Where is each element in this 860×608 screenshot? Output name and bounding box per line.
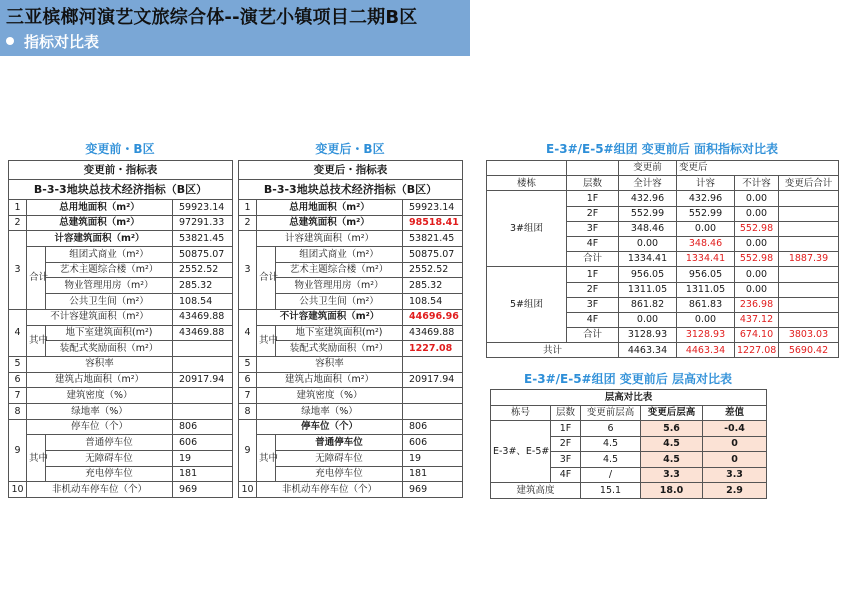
value-cell: 0.00	[619, 236, 677, 251]
header-no: 栋号	[491, 405, 551, 421]
row-value: 606	[173, 435, 233, 451]
row-value: 43469.88	[173, 309, 233, 325]
value-cell: 437.12	[735, 312, 779, 327]
row-number: 7	[9, 388, 27, 404]
header-floor: 层数	[567, 176, 619, 191]
value-cell: 348.46	[619, 221, 677, 236]
value-cell: 3128.93	[619, 328, 677, 343]
floor-cell: 2F	[567, 206, 619, 221]
value-cell: 348.46	[677, 236, 735, 251]
value-cell: 1227.08	[735, 343, 779, 358]
page-title: 三亚槟榔河演艺文旅综合体--演艺小镇项目二期B区	[6, 7, 418, 28]
group-label: 其中	[27, 325, 46, 356]
row-value: 53821.45	[173, 231, 233, 247]
row-value	[403, 356, 463, 372]
row-label: 公共卫生间（m²）	[46, 294, 173, 310]
value-cell: 674.10	[735, 328, 779, 343]
value-cell: 0.00	[677, 221, 735, 236]
row-number: 4	[9, 309, 27, 356]
row-number: 1	[9, 200, 27, 216]
value-cell	[779, 236, 839, 251]
value-cell: 552.98	[735, 221, 779, 236]
floor-cell: 3F	[567, 221, 619, 236]
floor-cell: 合计	[567, 328, 619, 343]
header-banner	[0, 0, 470, 56]
value-cell: 5690.42	[779, 343, 839, 358]
row-label: 建筑密度（%）	[257, 388, 403, 404]
value-cell: 956.05	[677, 267, 735, 282]
value-cell: 3803.03	[779, 328, 839, 343]
value-cell: 4.5	[641, 452, 703, 468]
row-value: 806	[173, 419, 233, 435]
value-cell	[779, 297, 839, 312]
blank-cell	[567, 161, 619, 176]
header-before: 变更前层高	[581, 405, 641, 421]
value-cell: 0.00	[677, 312, 735, 327]
value-cell: 2.9	[703, 483, 767, 499]
row-value: 50875.07	[403, 247, 463, 263]
floor-cell: 1F	[567, 267, 619, 282]
row-number: 10	[9, 482, 27, 498]
bullet-icon	[6, 37, 14, 45]
area-section-title: E-3#/E-5#组团 变更前后 面积指标对比表	[546, 142, 778, 156]
row-value: 19	[403, 451, 463, 467]
row-label: 物业管理用房（m²）	[276, 278, 403, 294]
value-cell: 1887.39	[779, 252, 839, 267]
row-value: 59923.14	[173, 200, 233, 216]
group-name: E-3#、E-5#	[491, 421, 551, 483]
row-label: 充电停车位	[46, 466, 173, 482]
before-index-table	[8, 160, 233, 498]
group-label: 其中	[257, 435, 276, 482]
after-table-subtitle: B-3-3地块总技术经济指标（B区）	[239, 180, 463, 200]
after-section-title: 变更后・B区	[315, 142, 385, 156]
value-cell: 1311.05	[619, 282, 677, 297]
row-number: 10	[239, 482, 257, 498]
floor-cell: 3F	[551, 452, 581, 468]
value-cell: 1334.41	[619, 252, 677, 267]
floor-cell: 2F	[567, 282, 619, 297]
row-value: 108.54	[403, 294, 463, 310]
row-value: 43469.88	[403, 325, 463, 341]
header-after-total: 变更后合计	[779, 176, 839, 191]
header-after: 变更后层高	[641, 405, 703, 421]
row-label: 计容建筑面积（m²）	[27, 231, 173, 247]
row-value: 44696.96	[403, 309, 463, 325]
value-cell	[779, 282, 839, 297]
header-after: 变更后	[677, 161, 839, 176]
row-value: 108.54	[173, 294, 233, 310]
row-number: 2	[239, 215, 257, 231]
row-number: 3	[239, 231, 257, 309]
row-value: 59923.14	[403, 200, 463, 216]
header-floor: 层数	[551, 405, 581, 421]
header-diff: 差值	[703, 405, 767, 421]
value-cell: 552.98	[735, 252, 779, 267]
row-label: 建筑占地面积（m²）	[257, 372, 403, 388]
value-cell	[779, 267, 839, 282]
value-cell: 0.00	[735, 191, 779, 206]
value-cell: 3.3	[641, 467, 703, 483]
value-cell: 236.98	[735, 297, 779, 312]
row-value: 181	[173, 466, 233, 482]
row-label: 停车位（个）	[257, 419, 403, 435]
row-number: 8	[239, 403, 257, 419]
row-value	[173, 356, 233, 372]
value-cell: 4463.34	[677, 343, 735, 358]
row-label: 无障碍车位	[46, 451, 173, 467]
value-cell: 956.05	[619, 267, 677, 282]
row-value: 1227.08	[403, 341, 463, 357]
value-cell: 0	[703, 452, 767, 468]
row-number: 7	[239, 388, 257, 404]
row-label: 不计容建筑面积（m²）	[27, 309, 173, 325]
row-label: 公共卫生间（m²）	[276, 294, 403, 310]
value-cell: 5.6	[641, 421, 703, 437]
value-cell: 861.82	[619, 297, 677, 312]
floor-section-title: E-3#/E-5#组团 变更前后 层高对比表	[524, 372, 732, 386]
row-label: 容积率	[257, 356, 403, 372]
row-value	[403, 403, 463, 419]
floor-table-title: 层高对比表	[491, 390, 767, 406]
row-number: 5	[239, 356, 257, 372]
row-value	[173, 388, 233, 404]
row-value: 2552.52	[403, 262, 463, 278]
row-label: 不计容建筑面积（m²）	[257, 309, 403, 325]
row-label: 建筑占地面积（m²）	[27, 372, 173, 388]
value-cell: 432.96	[619, 191, 677, 206]
group-label: 合计	[27, 247, 46, 310]
row-value: 50875.07	[173, 247, 233, 263]
value-cell: /	[581, 467, 641, 483]
value-cell: 0.00	[735, 236, 779, 251]
floor-cell: 合计	[567, 252, 619, 267]
page-subtitle-text: 指标对比表	[24, 33, 100, 51]
value-cell	[779, 221, 839, 236]
row-label: 计容建筑面积（m²）	[257, 231, 403, 247]
value-cell: 4463.34	[619, 343, 677, 358]
row-value: 969	[403, 482, 463, 498]
row-label: 组团式商业（m²）	[46, 247, 173, 263]
row-label: 普通停车位	[46, 435, 173, 451]
blank-cell	[487, 161, 567, 176]
row-value: 181	[403, 466, 463, 482]
value-cell: 3.3	[703, 467, 767, 483]
header-building: 楼栋	[487, 176, 567, 191]
value-cell	[779, 191, 839, 206]
row-value	[173, 403, 233, 419]
value-cell: 552.99	[619, 206, 677, 221]
value-cell: 0	[703, 436, 767, 452]
floor-cell: 2F	[551, 436, 581, 452]
after-table-title: 变更后・指标表	[239, 161, 463, 180]
value-cell: 6	[581, 421, 641, 437]
value-cell	[779, 312, 839, 327]
row-value: 285.32	[173, 278, 233, 294]
row-value: 43469.88	[173, 325, 233, 341]
row-number: 9	[9, 419, 27, 482]
row-label: 装配式奖励面积（m²）	[276, 341, 403, 357]
value-cell: 552.99	[677, 206, 735, 221]
row-label: 普通停车位	[276, 435, 403, 451]
row-label: 总用地面积（m²）	[27, 200, 173, 216]
row-label: 总建筑面积（m²）	[257, 215, 403, 231]
row-value: 19	[173, 451, 233, 467]
row-label: 总建筑面积（m²）	[27, 215, 173, 231]
value-cell: 1311.05	[677, 282, 735, 297]
group-name: 3#组团	[487, 191, 567, 267]
floor-cell: 4F	[567, 312, 619, 327]
value-cell: 3128.93	[677, 328, 735, 343]
after-index-table	[238, 160, 463, 498]
value-cell: -0.4	[703, 421, 767, 437]
row-number: 1	[239, 200, 257, 216]
row-label: 绿地率（%）	[27, 403, 173, 419]
floor-cell: 4F	[551, 467, 581, 483]
row-label: 艺术主题综合楼（m²）	[276, 262, 403, 278]
row-label: 停车位（个）	[27, 419, 173, 435]
floor-cell: 4F	[567, 236, 619, 251]
row-number: 9	[239, 419, 257, 482]
row-label: 总用地面积（m²）	[257, 200, 403, 216]
value-cell: 4.5	[641, 436, 703, 452]
value-cell: 0.00	[735, 206, 779, 221]
row-label: 装配式奖励面积（m²）	[46, 341, 173, 357]
row-label: 建筑密度（%）	[27, 388, 173, 404]
row-value: 606	[403, 435, 463, 451]
row-label: 地下室建筑面积(m²)	[276, 325, 403, 341]
row-value: 969	[173, 482, 233, 498]
value-cell: 0.00	[735, 267, 779, 282]
value-cell: 861.83	[677, 297, 735, 312]
page-subtitle	[6, 31, 99, 52]
row-value: 2552.52	[173, 262, 233, 278]
group-label: 合计	[257, 247, 276, 310]
floor-height-table	[490, 389, 767, 499]
before-section-title: 变更前・B区	[85, 142, 155, 156]
value-cell: 4.5	[581, 452, 641, 468]
row-number: 3	[9, 231, 27, 309]
row-value: 285.32	[403, 278, 463, 294]
row-number: 4	[239, 309, 257, 356]
building-height-label: 建筑高度	[491, 483, 581, 499]
row-label: 容积率	[27, 356, 173, 372]
value-cell: 0.00	[619, 312, 677, 327]
row-label: 无障碍车位	[276, 451, 403, 467]
row-value: 20917.94	[403, 372, 463, 388]
before-table-title: 变更前・指标表	[9, 161, 233, 180]
header-total-counted: 全计容	[619, 176, 677, 191]
row-number: 6	[9, 372, 27, 388]
floor-cell: 1F	[567, 191, 619, 206]
row-label: 组团式商业（m²）	[276, 247, 403, 263]
row-label: 物业管理用房（m²）	[46, 278, 173, 294]
group-name: 5#组团	[487, 267, 567, 343]
value-cell: 1334.41	[677, 252, 735, 267]
floor-cell: 3F	[567, 297, 619, 312]
row-number: 2	[9, 215, 27, 231]
row-number: 8	[9, 403, 27, 419]
before-table-subtitle: B-3-3地块总技术经济指标（B区）	[9, 180, 233, 200]
value-cell: 15.1	[581, 483, 641, 499]
row-number: 5	[9, 356, 27, 372]
row-number: 6	[239, 372, 257, 388]
value-cell: 0.00	[735, 282, 779, 297]
group-label: 其中	[27, 435, 46, 482]
value-cell: 4.5	[581, 436, 641, 452]
row-label: 地下室建筑面积(m²)	[46, 325, 173, 341]
value-cell	[779, 206, 839, 221]
value-cell: 18.0	[641, 483, 703, 499]
row-value: 20917.94	[173, 372, 233, 388]
grand-total-label: 共计	[487, 343, 619, 358]
row-label: 艺术主题综合楼（m²）	[46, 262, 173, 278]
row-label: 非机动车停车位（个）	[27, 482, 173, 498]
row-label: 充电停车位	[276, 466, 403, 482]
row-value	[173, 341, 233, 357]
row-value: 98518.41	[403, 215, 463, 231]
header-not-counted: 不计容	[735, 176, 779, 191]
row-label: 非机动车停车位（个）	[257, 482, 403, 498]
header-before: 变更前	[619, 161, 677, 176]
row-value: 806	[403, 419, 463, 435]
area-comparison-table	[486, 160, 839, 358]
group-label: 其中	[257, 325, 276, 356]
header-counted: 计容	[677, 176, 735, 191]
floor-cell: 1F	[551, 421, 581, 437]
row-value: 97291.33	[173, 215, 233, 231]
value-cell: 432.96	[677, 191, 735, 206]
row-value: 53821.45	[403, 231, 463, 247]
row-label: 绿地率（%）	[257, 403, 403, 419]
row-value	[403, 388, 463, 404]
